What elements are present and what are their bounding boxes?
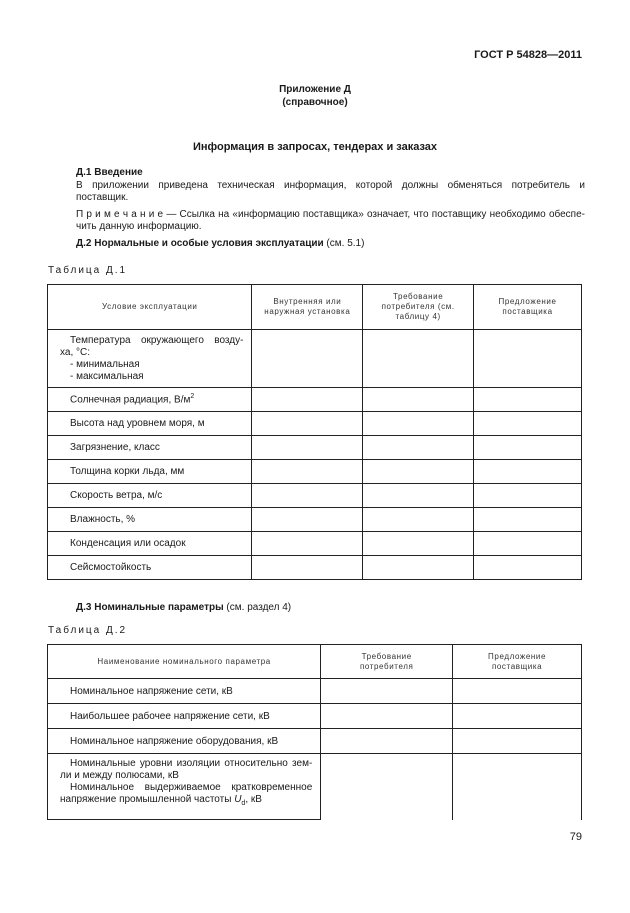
table-row bbox=[48, 436, 582, 460]
table-row bbox=[48, 508, 582, 532]
cell bbox=[363, 388, 474, 412]
section-d1-text-line2: поставщик. bbox=[76, 192, 129, 203]
appendix-subtitle: (справочное) bbox=[282, 97, 348, 108]
cell bbox=[474, 436, 582, 460]
row-temperature bbox=[48, 330, 252, 388]
row-condensation: Конденсация или осадок bbox=[48, 532, 252, 556]
cell bbox=[252, 388, 363, 412]
table-row bbox=[48, 330, 582, 388]
table1-label: Таблица Д.1 bbox=[48, 265, 128, 276]
cell bbox=[363, 460, 474, 484]
cell bbox=[453, 729, 582, 754]
section-d2-title: Д.2 Нормальные и особые условия эксплуатации bbox=[76, 238, 324, 249]
cell bbox=[474, 484, 582, 508]
table-row bbox=[48, 754, 582, 820]
standard-code: ГОСТ Р 54828—2011 bbox=[474, 49, 582, 61]
table-row bbox=[48, 729, 582, 754]
temp-line2: ха, °С: bbox=[60, 346, 91, 358]
row-seismic: Сейсмостойкость bbox=[48, 556, 252, 580]
temp-line1: Температура окружающего возду- bbox=[70, 334, 244, 346]
table-row bbox=[48, 704, 582, 729]
table-d1 bbox=[47, 284, 582, 580]
table-row bbox=[48, 556, 582, 580]
insulation-line4: напряжение промышленной частоты $U_d$, кВ bbox=[60, 794, 262, 807]
cell bbox=[474, 532, 582, 556]
cell bbox=[321, 679, 453, 704]
cell bbox=[252, 412, 363, 436]
appendix-title: Приложение Д bbox=[279, 84, 351, 95]
cell bbox=[363, 330, 474, 388]
row-insulation bbox=[48, 754, 321, 820]
table1-col-requirement: Требование потребителя (см. таблицу 4) bbox=[363, 285, 474, 330]
table1-col-installation: Внутренняя или наружная установка bbox=[252, 285, 363, 330]
cell bbox=[321, 704, 453, 729]
cell bbox=[453, 704, 582, 729]
table2-col-offer: Предложение поставщика bbox=[453, 645, 582, 679]
row-humidity: Влажность, % bbox=[48, 508, 252, 532]
cell bbox=[252, 436, 363, 460]
cell bbox=[453, 679, 582, 704]
cell bbox=[474, 388, 582, 412]
cell bbox=[453, 754, 582, 820]
table-d2 bbox=[47, 644, 582, 820]
table2-col-parameter: Наименование номинального параметра bbox=[48, 645, 321, 679]
table-row bbox=[48, 412, 582, 436]
insulation-line3: Номинальное выдерживаемое кратковременное bbox=[70, 782, 313, 793]
table-row bbox=[48, 388, 582, 412]
cell bbox=[363, 532, 474, 556]
insulation-line1: Номинальные уровни изоляции относительно зем- bbox=[70, 758, 313, 769]
cell bbox=[321, 754, 453, 820]
cell bbox=[252, 508, 363, 532]
temp-min: - минимальная bbox=[70, 358, 140, 370]
row-nominal-equipment: Номинальное напряжение оборудования, кВ bbox=[48, 729, 321, 754]
table-row bbox=[48, 679, 582, 704]
table1-header-row bbox=[48, 285, 582, 330]
section-d3-title: Д.3 Номинальные параметры bbox=[76, 602, 224, 613]
row-pollution: Загрязнение, класс bbox=[48, 436, 252, 460]
section-d3-heading bbox=[76, 602, 291, 613]
section-d1-text-line1: В приложении приведена техническая информация, которой должны обменяться потребитель и bbox=[76, 180, 585, 191]
table2-col-requirement: Требование потребителя bbox=[321, 645, 453, 679]
cell bbox=[363, 436, 474, 460]
table-row bbox=[48, 484, 582, 508]
cell bbox=[252, 556, 363, 580]
cell bbox=[252, 484, 363, 508]
row-solar: Солнечная радиация, $В/м^2$ bbox=[48, 388, 252, 412]
table1-col-condition: Условие эксплуатации bbox=[48, 285, 252, 330]
table-row bbox=[48, 532, 582, 556]
note-line2: чить данную информацию. bbox=[76, 221, 202, 232]
section-d3-ref: (см. раздел 4) bbox=[223, 602, 292, 613]
section-d1-heading: Д.1 Введение bbox=[76, 167, 143, 178]
cell bbox=[363, 484, 474, 508]
row-max-working: Наибольшее рабочее напряжение сети, кВ bbox=[48, 704, 321, 729]
row-wind: Скорость ветра, м/с bbox=[48, 484, 252, 508]
cell bbox=[474, 412, 582, 436]
cell bbox=[252, 460, 363, 484]
section-d2-heading bbox=[76, 238, 364, 249]
table-row bbox=[48, 460, 582, 484]
cell bbox=[252, 532, 363, 556]
main-title: Информация в запросах, тендерах и заказах bbox=[192, 141, 438, 153]
page-number: 79 bbox=[569, 831, 582, 843]
section-d2-ref: (см. 5.1) bbox=[323, 238, 365, 249]
row-ice: Толщина корки льда, мм bbox=[48, 460, 252, 484]
cell bbox=[474, 556, 582, 580]
cell bbox=[252, 330, 363, 388]
cell bbox=[363, 556, 474, 580]
cell bbox=[321, 729, 453, 754]
table2-header-row bbox=[48, 645, 582, 679]
row-altitude: Высота над уровнем моря, м bbox=[48, 412, 252, 436]
row-nominal-network: Номинальное напряжение сети, кВ bbox=[48, 679, 321, 704]
cell bbox=[363, 412, 474, 436]
cell bbox=[474, 508, 582, 532]
cell bbox=[363, 508, 474, 532]
temp-max: - максимальная bbox=[70, 370, 144, 382]
note-line1: П р и м е ч а н и е — Ссылка на «информацию поставщика» означает, что поставщику необходимо обеспе- bbox=[76, 209, 585, 220]
insulation-line2: ли и между полюсами, кВ bbox=[60, 770, 179, 781]
cell bbox=[474, 460, 582, 484]
table1-col-offer: Предложение поставщика bbox=[474, 285, 582, 330]
cell bbox=[474, 330, 582, 388]
table2-label: Таблица Д.2 bbox=[48, 625, 128, 636]
